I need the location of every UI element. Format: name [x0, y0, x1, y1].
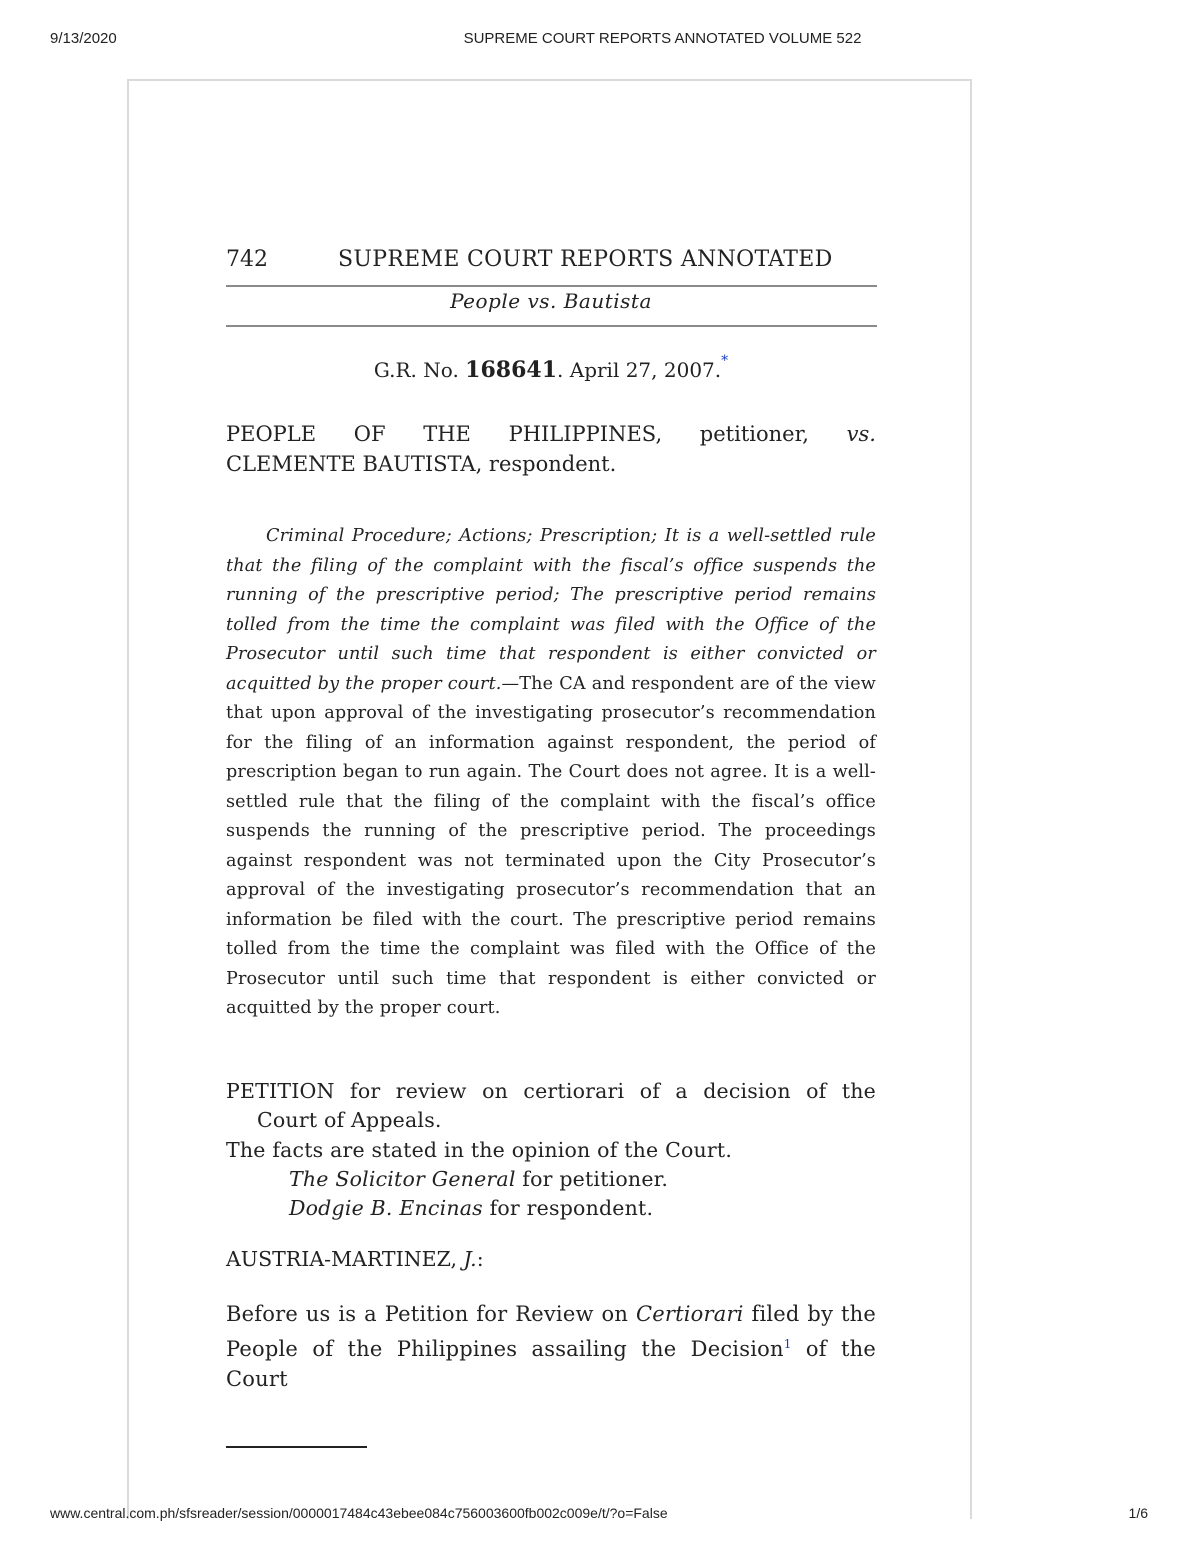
- opening-paragraph: [226, 1299, 876, 1394]
- print-page-count: 1/6: [1128, 1505, 1148, 1521]
- print-header: [0, 30, 1200, 50]
- opening-text-end: of the Court: [226, 1337, 876, 1391]
- ponente-suffix: :: [476, 1247, 484, 1271]
- print-date: 9/13/2020: [50, 30, 117, 47]
- party-word: THE: [423, 422, 471, 446]
- party-word: PHILIPPINES,: [508, 422, 663, 446]
- running-title: SUPREME COURT REPORTS ANNOTATED: [338, 247, 833, 272]
- counsel-respondent-role: for respondent.: [482, 1196, 654, 1221]
- opening-text-mid: filed by the People of the Philippines assailing the Decision: [226, 1302, 876, 1361]
- case-title: People vs. Bautista: [450, 289, 652, 313]
- syllabus-text: —The CA and respondent are of the view that upon approval of the investigating prosecutor’s recommendation for the filing of an information against respondent, the period of prescription began to run again. The Court does not agree. It is a well-settled rule that the filing of the complaint with the fiscal’s office suspends the running of the prescriptive period. The proceedings against respondent was not terminated upon the City Prosecutor’s approval of the investigating prosecutor’s recommendation that an information be filed with the court. The prescriptive period remains tolled from the time the complaint was filed with the Office of the Prosecutor until such time that respondent is either convicted or acquitted by the proper court.: [226, 673, 876, 1018]
- ponente-title: J.: [463, 1247, 477, 1271]
- gr-footnote-link[interactable]: *: [721, 353, 729, 369]
- gr-prefix: G.R. No.: [373, 358, 466, 382]
- party-word: PEOPLE: [226, 422, 317, 446]
- footnote-link-1[interactable]: 1: [783, 1337, 792, 1351]
- counsel-petitioner-role: for petitioner.: [515, 1166, 669, 1191]
- counsel-respondent-name: Dodgie B. Encinas: [289, 1196, 483, 1221]
- ponente: [226, 1247, 876, 1271]
- parties-line-2: CLEMENTE BAUTISTA, respondent.: [226, 452, 617, 476]
- syllabus-keywords: Criminal Procedure; Actions; Prescription; It is a well-settled rule that the filing of the complaint with the fiscal’s office suspends the running of the prescriptive period; The prescriptive period remains tolled from the time the complaint was filed with the Office of the Prosecutor until such time that respondent is either convicted or acquitted by the proper court.: [226, 526, 876, 694]
- print-url: www.central.com.ph/sfsreader/session/0000017484c43ebee084c756003600fb002c009e/t/?o=False: [50, 1505, 668, 1521]
- opening-text: Before us is a Petition for Review on: [226, 1302, 636, 1326]
- print-title: SUPREME COURT REPORTS ANNOTATED VOLUME 522: [463, 30, 862, 47]
- footnote-rule: [226, 1446, 367, 1448]
- petition-text: PETITION for review on certiorari of a decision of the: [226, 1079, 876, 1103]
- gr-number: 168641: [465, 357, 558, 383]
- opening-italic: Certiorari: [635, 1302, 744, 1326]
- page-number: 742: [226, 247, 268, 272]
- party-word: petitioner,: [699, 422, 809, 446]
- header-rule-bottom: [226, 325, 877, 327]
- header-rule-top: [226, 285, 877, 287]
- gr-number-line: [226, 353, 876, 383]
- running-head: [226, 247, 876, 277]
- syllabus: [226, 522, 876, 1024]
- counsel-respondent: [226, 1194, 876, 1223]
- ponente-name: AUSTRIA-MARTINEZ,: [226, 1247, 464, 1271]
- petition-block: [226, 1077, 876, 1223]
- petition-line-2: Court of Appeals.: [257, 1108, 442, 1133]
- print-footer: [0, 1505, 1200, 1525]
- party-word: vs.: [846, 422, 876, 446]
- gr-date: . April 27, 2007.: [557, 358, 722, 382]
- counsel-petitioner-name: The Solicitor General: [289, 1166, 516, 1191]
- petition-line-1: [226, 1077, 876, 1106]
- parties: [226, 419, 876, 479]
- party-word: OF: [353, 422, 386, 446]
- parties-line-1: [226, 419, 876, 449]
- counsel-petitioner: [226, 1165, 876, 1194]
- facts-line: The facts are stated in the opinion of the Court.: [226, 1137, 733, 1162]
